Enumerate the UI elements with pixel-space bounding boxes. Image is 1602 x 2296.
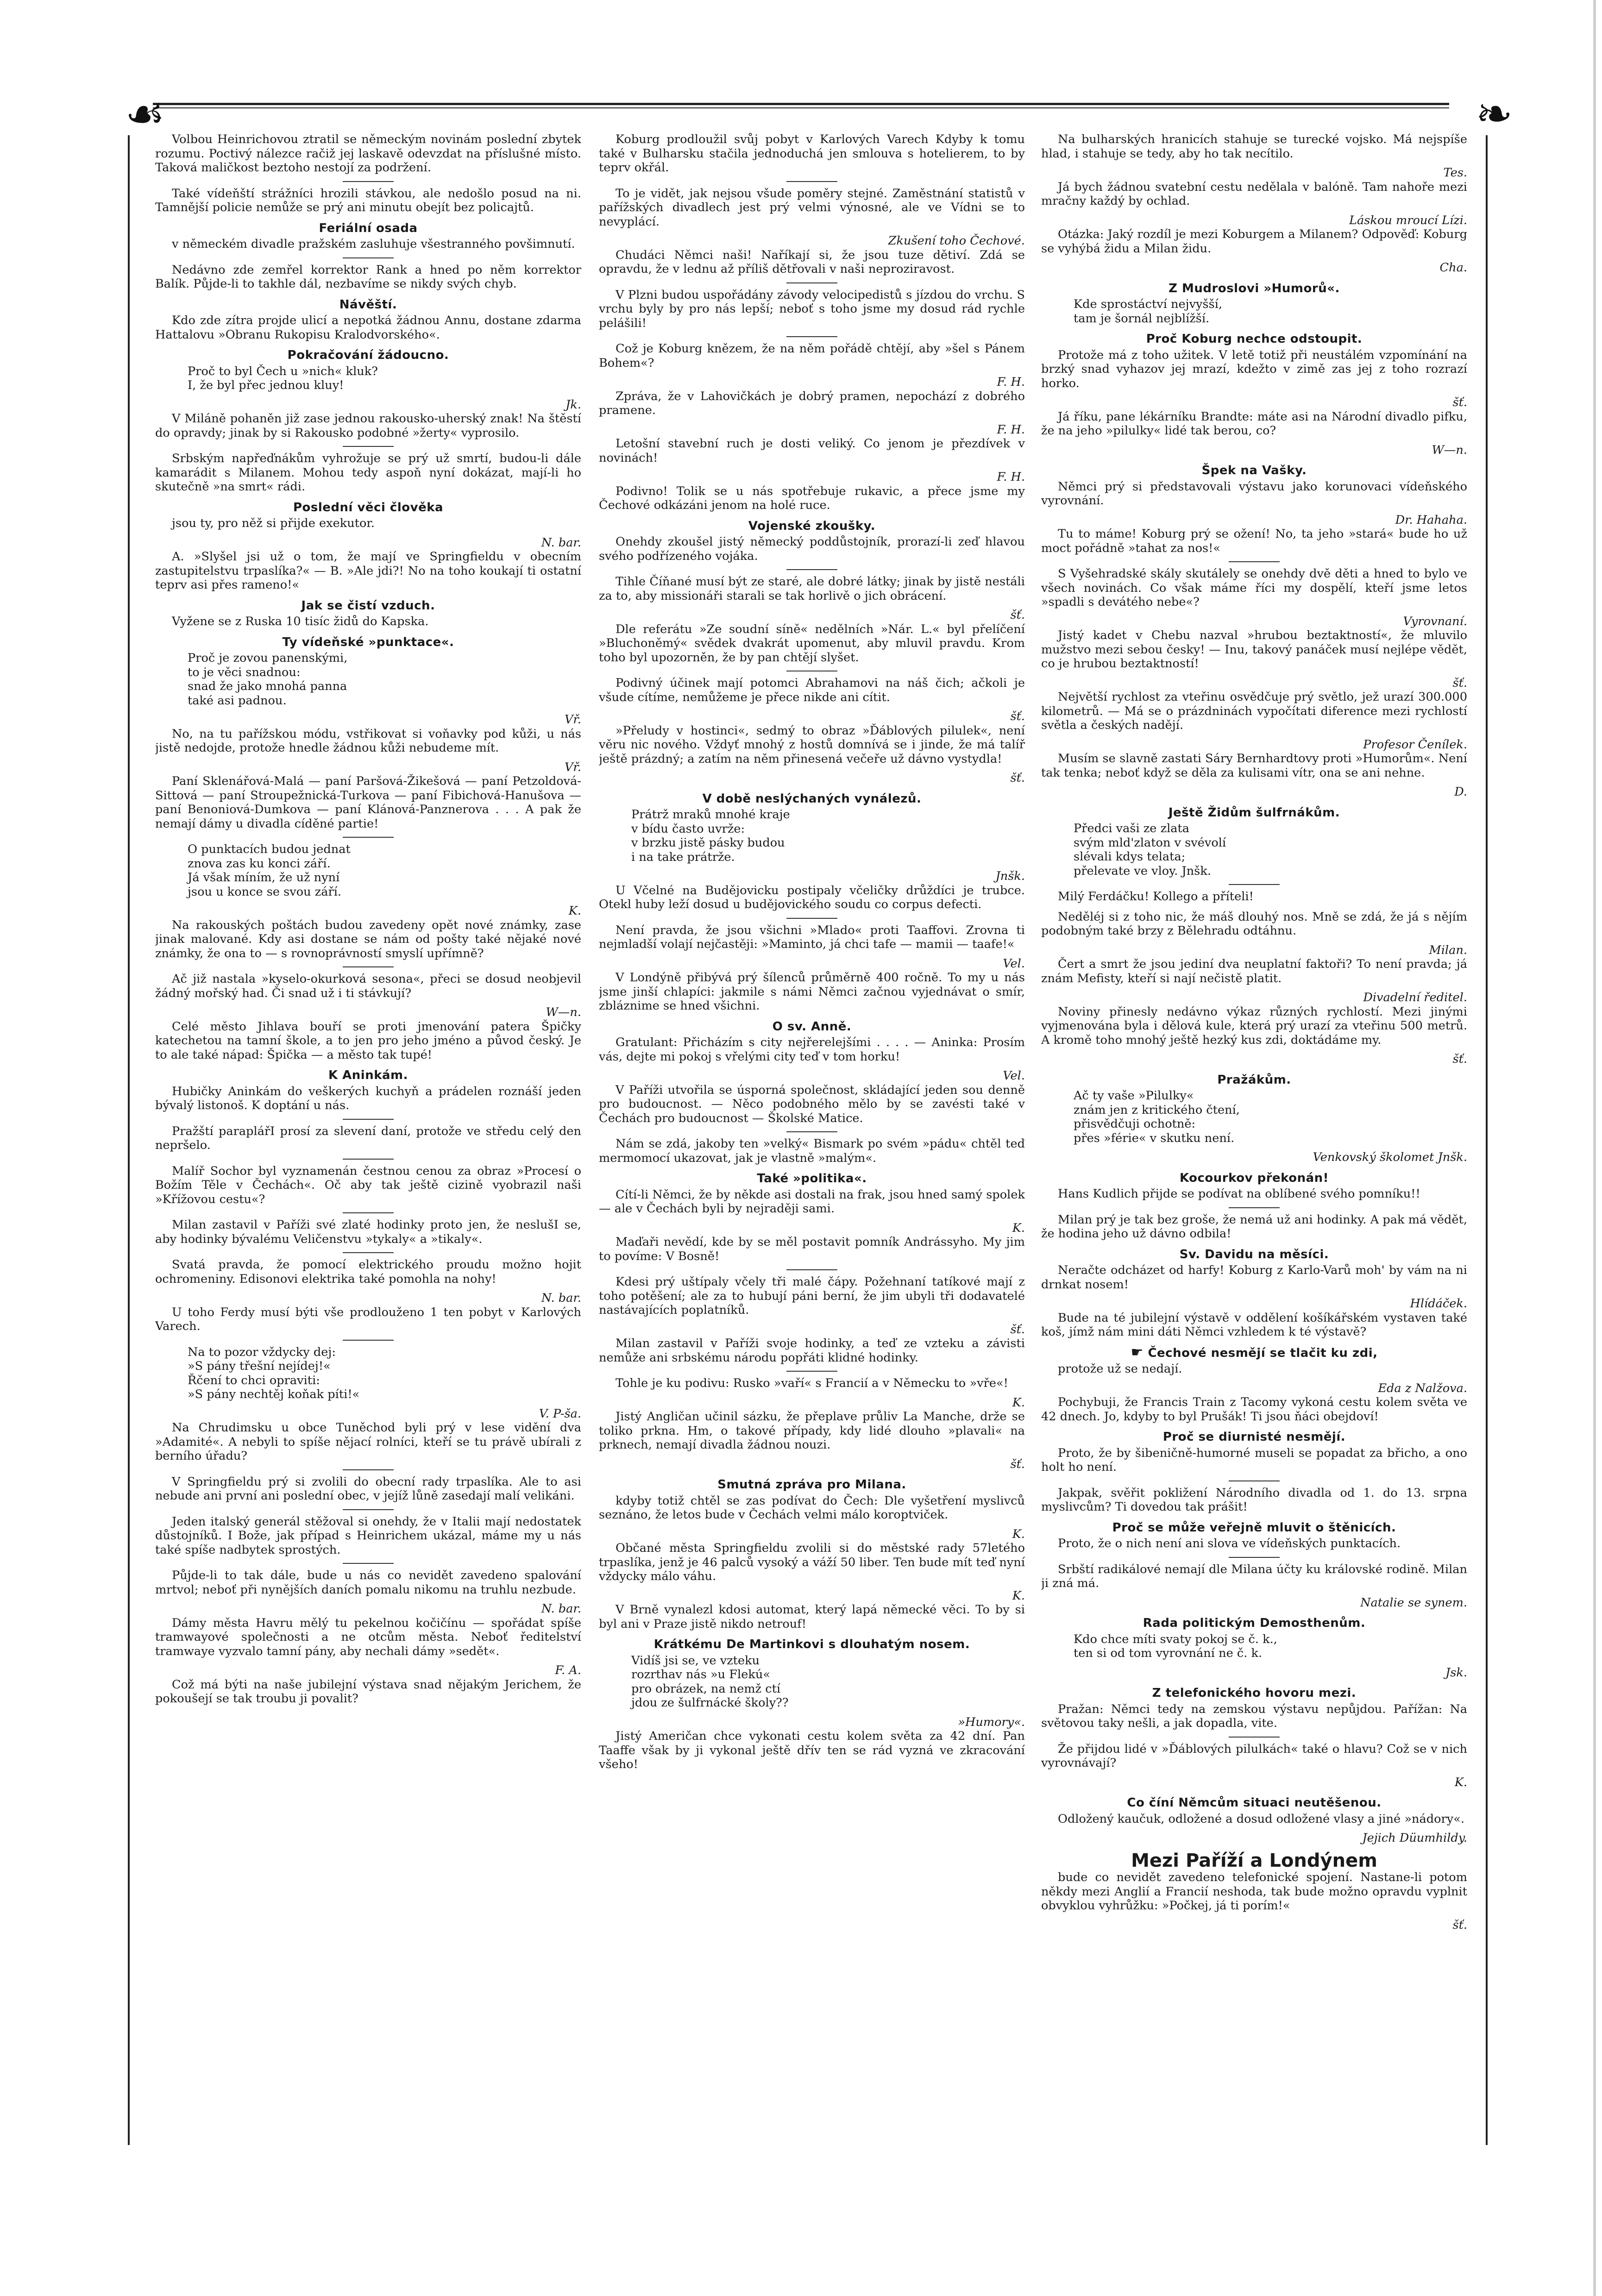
article-paragraph: Noviny přinesly nedávno výkaz různých rychlostí. Mezi jinými vyjmenována byla i dělová kule, která prý urazí za vteřinu 500 metrů. A kromě toho mnohý ještě hezký kus zdi, doktádáme my. (1041, 1004, 1467, 1047)
article-paragraph: U Včelné na Budějovicku postipaly včeličky drůždíci je trubce. Otekl huby leží dosud u budějovického soudu co corpus defecti. (599, 883, 1025, 911)
page-frame-left-rule (128, 135, 130, 2145)
article-paragraph: bude co nevidět zavedeno telefonické spojení. Nastane-li potom někdy mezi Anglií a Francií neshoda, tak bude možno opravdu vyplnit obvyklou vyhrůžku: »Počkej, já ti porím!« (1041, 1870, 1467, 1913)
signature: K. (1012, 1527, 1025, 1541)
article-heading: K Aninkám. (328, 1068, 408, 1082)
divider-rule (343, 1469, 394, 1470)
signature: Jk. (565, 397, 581, 412)
article-heading: Pražákům. (1217, 1073, 1291, 1087)
article-paragraph: Jakpak, svěřit pokližení Národního divadla od 1. do 13. srpna myslivcům? Ti dovedou tak prášit! (1041, 1486, 1467, 1514)
article-paragraph: Podivný účinek mají potomci Abrahamovi na náš čich; ačkoli je všude cítíme, nemůžeme je přece nikde ani cítit. (599, 676, 1025, 704)
divider-rule (343, 1563, 394, 1564)
article-heading: Jak se čistí vzduch. (301, 598, 435, 613)
column-left (155, 132, 581, 2147)
column-right (1041, 132, 1467, 2147)
article-paragraph: Srbským napřeďnákům vyhrožuje se prý už smrtí, budou-li dále kamarádit s Milanem. Mohou tedy aspoň nyní dokázat, mají-li ho skutečně »na smrt« rádi. (155, 452, 581, 494)
signature: F. H. (997, 470, 1025, 484)
verse: Ač ty vaše »Pilulky« znám jen z kritického čtení, přisvědčuji ochotně: přes »férie« v skutku není. (1074, 1089, 1240, 1145)
article-heading: Krátkému De Martinkovi s dlouhatým nosem. (653, 1637, 970, 1651)
article-heading: Vojenské zkoušky. (748, 519, 876, 533)
article-paragraph: Zpráva, že v Lahovičkách je dobrý pramen, nepochází z dobrého pramene. (599, 389, 1025, 417)
signature: Láskou mroucí Lízi. (1349, 213, 1467, 227)
article-paragraph: Na bulharských hranicích stahuje se turecké vojsko. Má nejspíše hlad, i stahuje se tedy, aby ho tak necítilo. (1041, 132, 1467, 161)
signature: šť. (1010, 608, 1025, 622)
article-paragraph: Půjde-li to tak dále, bude u nás co nevidět zavedeno spalování mrtvol; neboť při nynějších daních pomalu nikomu na truhlu nezbude. (155, 1568, 581, 1597)
article-paragraph: »Přeludy v hostinci«, sedmý to obraz »Ďáblových pilulek«, není věru nic nového. Vždyť mnohý z hostů domnívá se i jinde, že má talíř ještě prázdný; a zatím na něm přinesená večeře už dávno vystydla! (599, 723, 1025, 766)
article-paragraph: kdyby totiž chtěl se zas podívat do Čech: Dle vyšetření myslivců seznáno, že letos bude v Čechách velmi málo koroptviček. (599, 1493, 1025, 1522)
article-paragraph: Pražan: Němci tedy na zemskou výstavu nepůjdou. Pařížan: Na světovou taky nešli, a jak dopadla, vite. (1041, 1702, 1467, 1730)
article-paragraph: Hans Kudlich přijde se podívat na oblíbené svého pomníku!! (1058, 1187, 1420, 1201)
article-paragraph: Milan zastavil v Paříži svoje hodinky, a teď ze vzteku a závisti nemůže ani srbskému národu popřáti klidné hodinky. (599, 1336, 1025, 1365)
article-paragraph: Chudáci Němci naši! Naříkají si, že jsou tuze dětiví. Zdá se opravdu, že v lednu až příliš dětřovali v naši neproziravost. (599, 248, 1025, 276)
article-paragraph: Tu to máme! Koburg prý se ožení! No, ta jeho »stará« bude ho už moct pořádně »tahat za nos!« (1041, 527, 1467, 555)
signature: Divadelní ředitel. (1363, 991, 1467, 1004)
article-paragraph: Tohle je ku podivu: Rusko »vaří« s Francií a v Německu to »vře«! (616, 1376, 1008, 1390)
article-paragraph: Gratulant: Přicházím s city nejřerelejšími . . . . — Aninka: Prosím vás, dejte mi pokoj s vřelými city teď v tom horku! (599, 1035, 1025, 1064)
article-paragraph: Což má býti na naše jubilejní výstava snad nějakým Jerichem, že pokoušejí se tak troubu ji povalit? (155, 1677, 581, 1706)
article-paragraph: A. »Slyšel jsi už o tom, že mají ve Springfieldu v obecním zastupitelstvu trpaslíka?« — B. »Ale jdi?! No na toho koukají ti ostatní teprv asi přes rameno!« (155, 550, 581, 592)
verse: Předci vaši ze zlata svým mld'zlaton v svévolí slévali kdys telata; přelevate ve vloy. Jnšk. (1074, 822, 1226, 878)
article-paragraph: Proto, že o nich není ani slova ve vídeňských punktacích. (1058, 1537, 1401, 1550)
article-paragraph: Protože má z toho užitek. V letě totiž při neustálém vzpomínání na brzký snad vyhazov jej mrazí, kdežto v zimě zas jej z toho rozrazí horko. (1041, 348, 1467, 390)
signature: Dr. Hahaha. (1395, 513, 1467, 527)
article-paragraph: No, na tu pařížskou módu, vstřikovat si voňavky pod kůži, u nás jistě nedojde, protože hnedle žádnou kůži nebudeme mít. (155, 727, 581, 755)
article-paragraph: Na Chrudimsku u obce Tuněchod byli prý v lese vidění dva »Adamité«. A nebyli to spíše nějací rolníci, kteří se tu právě ubírali z berního úřadu? (155, 1421, 581, 1463)
signature: K. (1012, 1395, 1025, 1410)
signature: K. (1454, 1775, 1467, 1789)
article-paragraph: Malíř Sochor byl vyznamenán čestnou cenou za obraz »Procesí o Božím Těle v Čechách«. Oč aby tak ještě cizině vyobrazil naši »Křížovou cestu«? (155, 1164, 581, 1206)
article-heading: Z Mudroslovi »Humorů«. (1169, 281, 1340, 295)
divider-rule (1229, 1557, 1280, 1558)
article-paragraph: Paní Sklenářová-Malá — paní Paršová-Žikešová — paní Petzoldová-Sittová — paní Stroupežnická-Turkova — paní Fibichová-Hanušova — paní Benoniová-Dumkova — paní Klánová-Panznerova . . . A pak že nemají dámy u divadla cíděné partie! (155, 774, 581, 831)
page-frame-right-rule (1486, 135, 1488, 2145)
article-paragraph: Jistý Američan chce vykonati cestu kolem světa za 42 dní. Pan Taaffe však by ji vykonal ještě dřív ten se rád vyzná ve zkracování všeho! (599, 1729, 1025, 1771)
article-paragraph: Němci prý si představovali výstavu jako korunovaci vídeňského vyrovnání. (1041, 479, 1467, 508)
article-paragraph: Na rakouských poštách budou zavedeny opět nové známky, zase jinak malované. Kdy asi dostane se nám od pošty také nějaké nové známky, že ona to — s rovnoprávností smyslí upřímně? (155, 918, 581, 960)
article-paragraph: Jeden italský generál stěžoval si onehdy, že v Italii mají nedostatek důstojníků. I Bože, jak případ s Heinrichem ukázal, máme my u nás také spíše nadbytek sprostých. (155, 1514, 581, 1557)
signature: šť. (1010, 771, 1025, 785)
article-heading: Návěští. (339, 297, 397, 312)
article-paragraph: Bude na té jubilejní výstavě v oddělení košíkářském vystaven také koš, jímž nám mini dáti Němci vzhledem k té výstavě? (1041, 1311, 1467, 1339)
article-paragraph: V Springfieldu prý si zvolili do obecní rady trpaslíka. Ale to asi nebude ani první ani poslední obec, v jejíž lůně zasedají malí velikáni. (155, 1474, 581, 1503)
divider-rule (1229, 1737, 1280, 1738)
verse: Vidíš jsi se, ve vzteku rozrthav nás »u Flekú« pro obrázek, na nemž ctí jdou ze šulfrnácké školy?? (631, 1653, 789, 1710)
article-paragraph: Jistý kadet v Chebu nazval »hrubou beztaktností«, že mluvilo mužstvo mezi sebou česky! — Inu, takový panáček musí nejlépe vědět, co je hrubou beztaktností! (1041, 628, 1467, 671)
divider-rule (343, 181, 394, 182)
column-middle (599, 132, 1025, 2147)
article-paragraph: v německém divadle pražském zasluhuje všestranného povšimnutí. (172, 237, 575, 251)
signature: Vel. (1003, 956, 1025, 971)
signature: D. (1454, 785, 1467, 799)
signature: Cha. (1439, 261, 1467, 275)
signature: Vř. (564, 713, 581, 727)
page-frame-top-rule (153, 103, 1449, 105)
divider-rule (343, 1252, 394, 1253)
article-paragraph: V Plzni budou uspořádány závody velocipedistů s jízdou do vrchu. S vrchu byly by pro nás lepší; neboť s toho jsme my dosud rád rychle pelášili! (599, 288, 1025, 330)
article-heading: Ty vídeňské »punktace«. (282, 635, 454, 649)
article-paragraph: jsou ty, pro něž si přijde exekutor. (172, 516, 375, 530)
signature: F. H. (997, 422, 1025, 437)
signature: F. H. (997, 375, 1025, 389)
article-heading: Feriální osada (319, 221, 418, 235)
signature: W—n. (546, 1005, 581, 1019)
signature: šť. (1452, 395, 1467, 409)
signature: Vyrovnaní. (1403, 614, 1467, 628)
article-paragraph: Tihle Číňané musí být ze staré, ale dobré látky; jinak by jistě nestáli za to, aby missionáři starali se tak horlivě o jich obrácení. (599, 575, 1025, 603)
article-paragraph: Odložený kaučuk, odložené a dosud odložené vlasy a jiné »nádory«. (1058, 1812, 1464, 1826)
page-frame-top-rule-thin (153, 107, 1449, 108)
article-heading: Proč se může veřejně mluvit o štěnicích. (1112, 1520, 1396, 1535)
signature: Milan. (1429, 943, 1467, 957)
article-paragraph: U toho Ferdy musí býti vše prodlouženo 1 ten pobyt v Karlových Varech. (155, 1305, 581, 1333)
article-paragraph: Koburg prodloužil svůj pobyt v Karlových Varech Kdyby k tomu také v Bulharsku stačila jednoduchá jen smlouva s hotelierem, to by teprv okřál. (599, 132, 1025, 175)
article-paragraph: Hubičky Aninkám do veškerých kuchyň a prádelen roznáší jeden bývalý listonoš. K doptání u nás. (155, 1084, 581, 1112)
article-paragraph: To je vidět, jak nejsou všude poměry stejné. Zaměstnání statistů v pařížských divadlech jest prý velmi výnosné, ale ve Vídni se to nevyplácí. (599, 186, 1025, 229)
article-paragraph: Onehdy zkoušel jistý německý poddůstojník, prorazí-li zeď hlavou svého podřízeného vojáka. (599, 535, 1025, 563)
article-paragraph: S Vyšehradské skály skutálely se onehdy dvě děti a hned to bylo ve všech novinách. Co však máme říci my dospělí, kteří jsme letos »spadli s devátého nebe«? (1041, 567, 1467, 609)
article-paragraph: Není pravda, že jsou všichni »Mlado« proti Taaffovi. Zrovna ti nejmladší volají nejčastěji: »Maminto, já chci tafe — mamii — taafe!« (599, 923, 1025, 951)
article-heading: Sv. Davidu na měsíci. (1179, 1247, 1329, 1261)
article-heading: O sv. Anně. (772, 1019, 852, 1034)
article-paragraph: Čert a smrt že jsou jediní dva neuplatní faktoři? To není pravda; já znám Mefisty, kteří si nají nečistě platit. (1041, 957, 1467, 985)
article-paragraph: V Miláně pohaněn již zase jednou rakousko-uherský znak! Na štěstí do opravdy; jinak by si Rakousko podobné »žerty« vyprosilo. (155, 412, 581, 440)
divider-rule (343, 966, 394, 967)
scan-edge (1593, 0, 1596, 2296)
signature: šť. (1452, 1918, 1467, 1932)
article-heading: Rada politickým Demosthenům. (1143, 1616, 1366, 1630)
article-paragraph: Proto, že by šibeničně-humorné museli se popadat za břicho, a ono holt ho není. (1041, 1446, 1467, 1474)
article-paragraph: Nedávno zde zemřel korrektor Rank a hned po něm korrektor Balík. Půjde-li to takhle dál, nezbavíme se nikdy svých chyb. (155, 263, 581, 291)
signature: šť. (1010, 1457, 1025, 1471)
signature: šť. (1452, 676, 1467, 690)
verse: Kde sprostáctví nejvyšší, tam je šornál nejblížší. (1074, 297, 1223, 326)
divider-rule (786, 1131, 837, 1132)
divider-rule (786, 569, 837, 570)
signature: Profesor Čenílek. (1363, 737, 1467, 752)
article-paragraph: protože už se nedají. (1058, 1362, 1182, 1376)
divider-rule (343, 1119, 394, 1120)
article-paragraph: Kdesi prý uštípaly včely tři malé čápy. Požehnaní tatíkové mají z toho potěšení; ale za to hubují páni berní, že jim ubyli tři dodavatelé nastávajících poplatníků. (599, 1275, 1025, 1317)
signature: Jnšk. (995, 869, 1025, 883)
article-heading: Co číní Němcům situaci neutěšenou. (1127, 1796, 1382, 1810)
article-heading: Proč se diurnisté nesmějí. (1162, 1430, 1346, 1444)
article-paragraph: Volbou Heinrichovou ztratil se německým novinám poslední zbytek rozumu. Poctivý nálezce račiž jej laskavě odevzdat na příslušné místo. Taková maličkost beztoho nestojí za podržení. (155, 132, 581, 175)
divider-rule (1229, 1207, 1280, 1208)
signature: Hlídáček. (1410, 1297, 1467, 1311)
signature: K. (1012, 1221, 1025, 1235)
article-paragraph: V Paříži utvořila se úsporná společnost, skládající jeden sou denně pro budoucnost. — Něco podobného mělo by se zavésti také v Čechách pro budoucnost — Školské Matice. (599, 1083, 1025, 1125)
pointing-hand-heading (1041, 1346, 1467, 1361)
divider-rule (786, 282, 837, 283)
article-paragraph: Musím se slavně zastati Sáry Bernhardtovy proti »Humorům«. Není tak tenka; neboť když se děla za kulisami vítr, ona se ani nehne. (1041, 752, 1467, 780)
signature: N. bar. (541, 1602, 581, 1616)
verse: Proč to byl Čech u »nich« kluk? I, že byl přec jednou kluy! (188, 364, 378, 392)
signature: Vř. (564, 760, 581, 774)
signature: Natalie se synem. (1360, 1595, 1467, 1610)
article-paragraph: Kdo zde zítra projde ulicí a nepotká žádnou Annu, dostane zdarma Hattalovu »Obranu Rukopisu Kralodvorského«. (155, 314, 581, 342)
article-paragraph: Letošní stavební ruch je dosti veliký. Co jenom je přezdívek v novinách! (599, 437, 1025, 465)
article-paragraph: V Brně vynalezl kdosi automat, který lapá německé věci. To by si byl ani v Praze jistě nikdo netrouf! (599, 1603, 1025, 1631)
signature: šť. (1010, 709, 1025, 723)
signature: Vel. (1003, 1069, 1025, 1083)
article-heading: Ještě Židům šulfrnákům. (1168, 805, 1340, 820)
heading-text: Čechové nesmějí se tlačit ku zdi, (1148, 1346, 1378, 1360)
article-paragraph: Cítí-li Němci, že by někde asi dostali na frak, jsou hned samý spolek — ale v Čechách byli by nejraději sami. (599, 1187, 1025, 1216)
article-heading: V době neslýchaných vynálezů. (702, 791, 922, 806)
article-paragraph: Srbští radikálové nemají dle Milana účty ku královské rodině. Milan ji zná má. (1041, 1562, 1467, 1590)
divider-rule (786, 181, 837, 182)
article-paragraph: Že přijdou lidé v »Ďáblových pilulkách« také o hlavu? Což se v nich vyrovnávají? (1041, 1742, 1467, 1770)
verse: Proč je zovou panenskými, to je věci snadnou: snad že jako mnohá panna také asi padnou. (188, 651, 348, 708)
signature: K. (1012, 1588, 1025, 1603)
divider-rule (1229, 884, 1280, 885)
signature: Jsk. (1445, 1665, 1467, 1680)
pointing-hand-icon: ☛ (1131, 1344, 1143, 1361)
article-paragraph: Také vídeňští strážníci hrozili stávkou, ale nedošlo posud na ni. Tamnější policie nemůže se prý ani minutu obejít bez policajtů. (155, 186, 581, 214)
divider-rule (1229, 561, 1280, 562)
verse: Na to pozor vždycky dej: »S pány třešní nejídej!« Řčení to chci opraviti: »S pány nechtěj koňak píti!« (188, 1345, 360, 1401)
article-paragraph: Podivno! Tolik se u nás spotřebuje rukavic, a přece jsme my Čechové odkázáni jenom na holé ruce. (599, 484, 1025, 512)
corner-ornament-left: ☙ (125, 88, 165, 140)
divider-rule (343, 1340, 394, 1341)
divider-rule (1229, 1480, 1280, 1481)
divider-rule (343, 1212, 394, 1213)
article-paragraph: Svatá pravda, že pomocí elektrického proudu možno hojit ochromeniny. Edisonovi elektrika také pomohla na nohy! (155, 1258, 581, 1286)
signature: Venkovský školomet Jnšk. (1313, 1150, 1467, 1164)
signature: šť. (1010, 1322, 1025, 1336)
signature: N. bar. (541, 535, 581, 550)
article-paragraph: Milý Ferdáčku! Kollego a příteli! (1058, 890, 1254, 903)
article-paragraph: Největší rychlost za vteřinu osvědčuje prý světlo, jež urazí 300.000 kilometrů. — Má se o prázdninách vypočítati diference mezi rychlostí světla a českých nadějí. (1041, 690, 1467, 732)
article-heading: Pokračování žádoucno. (287, 348, 449, 362)
article-paragraph: Dámy města Havru mělý tu pekelnou kočičínu — spořádat spíše tramwayové společnosti a ne otcům města. Neboť ředitelství tramwaye vyzvalo tamní pány, aby nechali dámy »sedět«. (155, 1616, 581, 1658)
article-paragraph: V Londýně přibývá prý šílenců průměrně 400 ročně. To my u nás jsme jinší chlapíci: jakmile s námi Němci začnou vyjednávat o smír, zbláznime se hned všichni. (599, 971, 1025, 1013)
verse: Kdo chce míti svaty pokoj se č. k., ten si od tom vyrovnání ne č. k. (1074, 1632, 1277, 1660)
divider-rule (343, 1509, 394, 1510)
article-heading: Špek na Vašky. (1201, 464, 1307, 477)
article-paragraph: Já bych žádnou svatební cestu nedělala v balóně. Tam nahoře mezi mračny každý by ochlad. (1041, 180, 1467, 208)
signature: N. bar. (541, 1291, 581, 1305)
article-paragraph: Pražští paraplářI prosí za slevení daní, protože ve středu celý den nepršelo. (155, 1124, 581, 1152)
article-paragraph: Milan zastavil v Paříži své zlaté hodinky proto jen, že neslušI se, aby hodinky bývalému Veličenstvu »tykaly« a »tikaly«. (155, 1218, 581, 1246)
article-paragraph: Neračte odcházet od harfy! Koburg z Karlo-Varů moh' by vám na ni drnkat nosem! (1041, 1263, 1467, 1292)
article-heading: Poslední věci člověka (293, 500, 444, 514)
article-paragraph: Pochybuji, že Francis Train z Tacomy vykoná cestu kolem světa ve 42 dnech. Jo, kdyby to byl Prušák! Ti jsou ňáci obejdoví! (1041, 1395, 1467, 1424)
divider-rule (343, 837, 394, 838)
article-paragraph: Občané města Springfieldu zvolili si do městské rady 57letého trpaslíka, jenž je 46 palců vysoký a váží 50 liber. Ten bude mít teď nyní vždycky málo váhu. (599, 1541, 1025, 1583)
article-paragraph: Maďaři nevědí, kde by se měl postavit pomník Andrássyho. My jim to povíme: V Bosně! (599, 1235, 1025, 1263)
article-heading: Proč Koburg nechce odstoupit. (1146, 332, 1363, 346)
large-article-heading: Mezi Paříží a Londýnem (1131, 1850, 1377, 1871)
signature: Tes. (1443, 166, 1467, 180)
signature: V. P-ša. (539, 1406, 581, 1421)
divider-rule (786, 1269, 837, 1270)
divider-rule (343, 446, 394, 447)
article-paragraph: Dle referátu »Ze soudní síně« nedělních »Nár. L.« byl přelíčení »Bluchoněmý« svědek dvakrát upomenut, aby mluvil pravdu. Krom toho byl upozorněn, že by pan chtějí slyšet. (599, 622, 1025, 665)
divider-rule (786, 918, 837, 919)
verse: O punktacích budou jednat znova zas ku konci září. Já však míním, že už nyní jsou u konce se svou září. (188, 842, 351, 899)
signature: F. A. (555, 1663, 581, 1677)
article-heading: Z telefonického hovoru mezi. (1152, 1686, 1357, 1700)
signature: K. (568, 904, 581, 918)
article-paragraph: Celé město Jihlava bouří se proti jmenování patera Špičky katechetou na tamní škole, a to jen pro jeho jméno a původ český. Je to ale také nápad: Špička — a město tak tupé! (155, 1019, 581, 1062)
signature: W—n. (1432, 443, 1467, 457)
divider-rule (786, 336, 837, 337)
article-paragraph: Jistý Angličan učinil sázku, že přeplave průliv La Manche, drže se toliko prkna. Hm, o takové případy, kdy lidé dlouho »plavali« na prknech, nemají divadla žádnou nouzi. (599, 1410, 1025, 1452)
signature: Jejich Düumhildy. (1362, 1831, 1467, 1845)
divider-rule (786, 1371, 837, 1372)
article-paragraph: Což je Koburg knězem, že na něm pořádě chtějí, aby »šel s Pánem Bohem«? (599, 342, 1025, 370)
article-paragraph: Vyžene se z Ruska 10 tisíc židů do Kapska. (172, 615, 429, 628)
corner-ornament-right: ❧ (1476, 88, 1513, 140)
article-paragraph: Milan prý je tak bez groše, že nemá už ani hodinky. A pak má vědět, že hodina jeho už dávno odbila! (1041, 1212, 1467, 1241)
article-heading: Kocourkov překonán! (1179, 1171, 1329, 1185)
article-paragraph: Otázka: Jaký rozdíl je mezi Koburgem a Milanem? Odpověď: Koburg se vyhýbá židu a Milan židu. (1041, 227, 1467, 256)
signature: Zkušení toho Čechové. (888, 234, 1025, 248)
article-paragraph: Já říku, pane lékárníku Brandte: máte asi na Národní divadlo pifku, že na jeho »pilulky« lidé tak berou, co? (1041, 409, 1467, 438)
article-paragraph: Nám se zdá, jakoby ten »velký« Bismark po svém »pádu« chtěl teď mermomocí ukazovat, jak je vlastně »malým«. (599, 1137, 1025, 1165)
article-paragraph: Ač již nastala »kyselo-okurková sesona«, přeci se dosud neobjevil žádný mořský had. Či snad už i ti stávkují? (155, 972, 581, 1000)
article-heading: Smutná zpráva pro Milana. (717, 1478, 906, 1492)
divider-rule (343, 257, 394, 258)
verse: Prátrž mraků mnohé kraje v bídu často uvrže: v brzku jistě pásky budou i na take prátrže. (631, 808, 790, 864)
article-paragraph: Neděléj si z toho nic, že máš dlouhý nos. Mně se zdá, že já s nějím podobným také brzy z Bělehradu odtáhnu. (1041, 910, 1467, 938)
divider-rule (343, 1159, 394, 1160)
signature: »Humory«. (958, 1715, 1025, 1729)
signature: Eda z Nalžova. (1378, 1381, 1467, 1395)
signature: šť. (1452, 1052, 1467, 1066)
article-heading: Také »politika«. (757, 1172, 867, 1186)
